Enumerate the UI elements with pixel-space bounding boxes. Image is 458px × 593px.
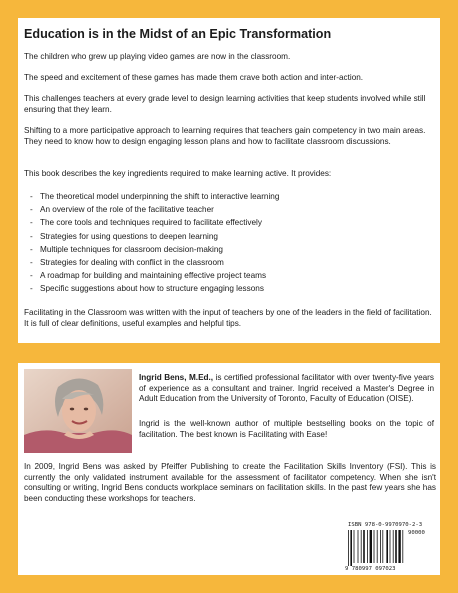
barcode-bar — [393, 530, 394, 563]
barcode-digits: 9 780997 097023 — [345, 566, 396, 572]
barcode-bar — [367, 530, 368, 563]
bullet-marker: - — [30, 218, 33, 228]
author-photo — [24, 369, 132, 453]
barcode-bar — [354, 530, 355, 563]
barcode-bar — [370, 530, 372, 563]
author-bio-1 — [139, 373, 434, 405]
bullet-marker: - — [30, 284, 33, 294]
barcode-bar — [382, 530, 383, 563]
bullet-marker: - — [30, 192, 33, 201]
list-item — [30, 256, 430, 269]
cover-heading: Education is in the Midst of an Epic Transformation — [24, 27, 332, 41]
barcode-bar — [395, 530, 397, 563]
feature-list — [30, 190, 430, 296]
paragraph-5: This book describes the key ingredients required to make learning active. It provides: — [24, 169, 332, 178]
author-bio-1-text: is certified professional facilitator with over twenty-five years of experience as a consultant and trainer. Ingrid received a Master's Degree in Adult Education from the University of Toronto, Faculty of Education (OISE). — [139, 373, 434, 404]
list-item-text: Strategies for using questions to deepen learning — [40, 231, 218, 241]
author-photo-image — [24, 369, 132, 453]
list-item-text: The theoretical model underpinning the shift to interactive learning — [40, 192, 280, 201]
bullet-marker: - — [30, 244, 33, 254]
list-item — [30, 282, 430, 295]
list-item-text: Multiple techniques for classroom decision-making — [40, 244, 223, 254]
barcode-bar — [348, 530, 349, 566]
list-item-text: The core tools and techniques required to facilitate effectively — [40, 218, 262, 228]
barcode-bar — [350, 530, 352, 566]
price-code: 90000 — [408, 530, 425, 536]
bullet-marker: - — [30, 257, 33, 267]
author-name: Ingrid Bens, M.Ed., — [139, 373, 214, 382]
list-item — [30, 230, 430, 243]
list-item — [30, 243, 430, 256]
list-item-text: Specific suggestions about how to structure engaging lessons — [40, 284, 264, 294]
ean-barcode — [348, 530, 406, 566]
author-bio-3: In 2009, Ingrid Bens was asked by Pfeiffer Publishing to create the Facilitation Skills Inventory (FSI). This is currently the only validated instrument available for the assessment of facilitator competency. When she isn't consulting or writing, Ingrid Bens conducts workplace seminars on facilitation skills. In the past few years she has been conducting these workshops for teachers. — [24, 462, 436, 503]
list-item-text: An overview of the role of the facilitative teacher — [40, 205, 214, 215]
isbn-label: ISBN 978-0-9970970-2-3 — [348, 522, 423, 528]
author-bio-2: Ingrid is the well-known author of multiple bestselling books on the topic of facilitation. The best known is Facilitating with Ease! — [139, 419, 434, 439]
barcode-bar — [398, 530, 400, 563]
list-item — [30, 203, 430, 216]
bullet-marker: - — [30, 205, 33, 215]
list-item — [30, 190, 430, 203]
paragraph-3: This challenges teachers at every grade level to design learning activities that keep students involved while still ensuring that they learn. — [24, 94, 426, 114]
barcode-bar — [380, 530, 381, 563]
paragraph-1: The children who grew up playing video games are now in the classroom. — [24, 52, 291, 61]
barcode-bar — [386, 530, 388, 563]
barcode-bar — [374, 530, 375, 563]
barcode-bar — [377, 530, 378, 563]
barcode-bar — [402, 530, 403, 563]
list-item-text: A roadmap for building and maintaining effective project teams — [40, 271, 267, 281]
barcode-bar — [361, 530, 362, 563]
barcode-bar — [390, 530, 391, 563]
bullet-marker: - — [30, 271, 33, 281]
list-item — [30, 216, 430, 229]
list-item — [30, 269, 430, 282]
paragraph-2: The speed and excitement of these games has made them crave both action and inter-action. — [24, 73, 364, 82]
paragraph-6: Facilitating in the Classroom was written with the input of teachers by one of the leaders in the field of facilitation. It is full of clear definitions, useful examples and helpful tips. — [24, 308, 432, 328]
barcode-bar — [358, 530, 359, 563]
barcode-bar — [363, 530, 365, 563]
list-item-text: Strategies for dealing with conflict in the classroom — [40, 257, 224, 267]
bullet-marker: - — [30, 231, 33, 241]
paragraph-4: Shifting to a more participative approach to learning requires that teachers gain competency in two main areas. They need to know how to design engaging lesson plans and how to facilitate classroom discussions. — [24, 126, 426, 146]
